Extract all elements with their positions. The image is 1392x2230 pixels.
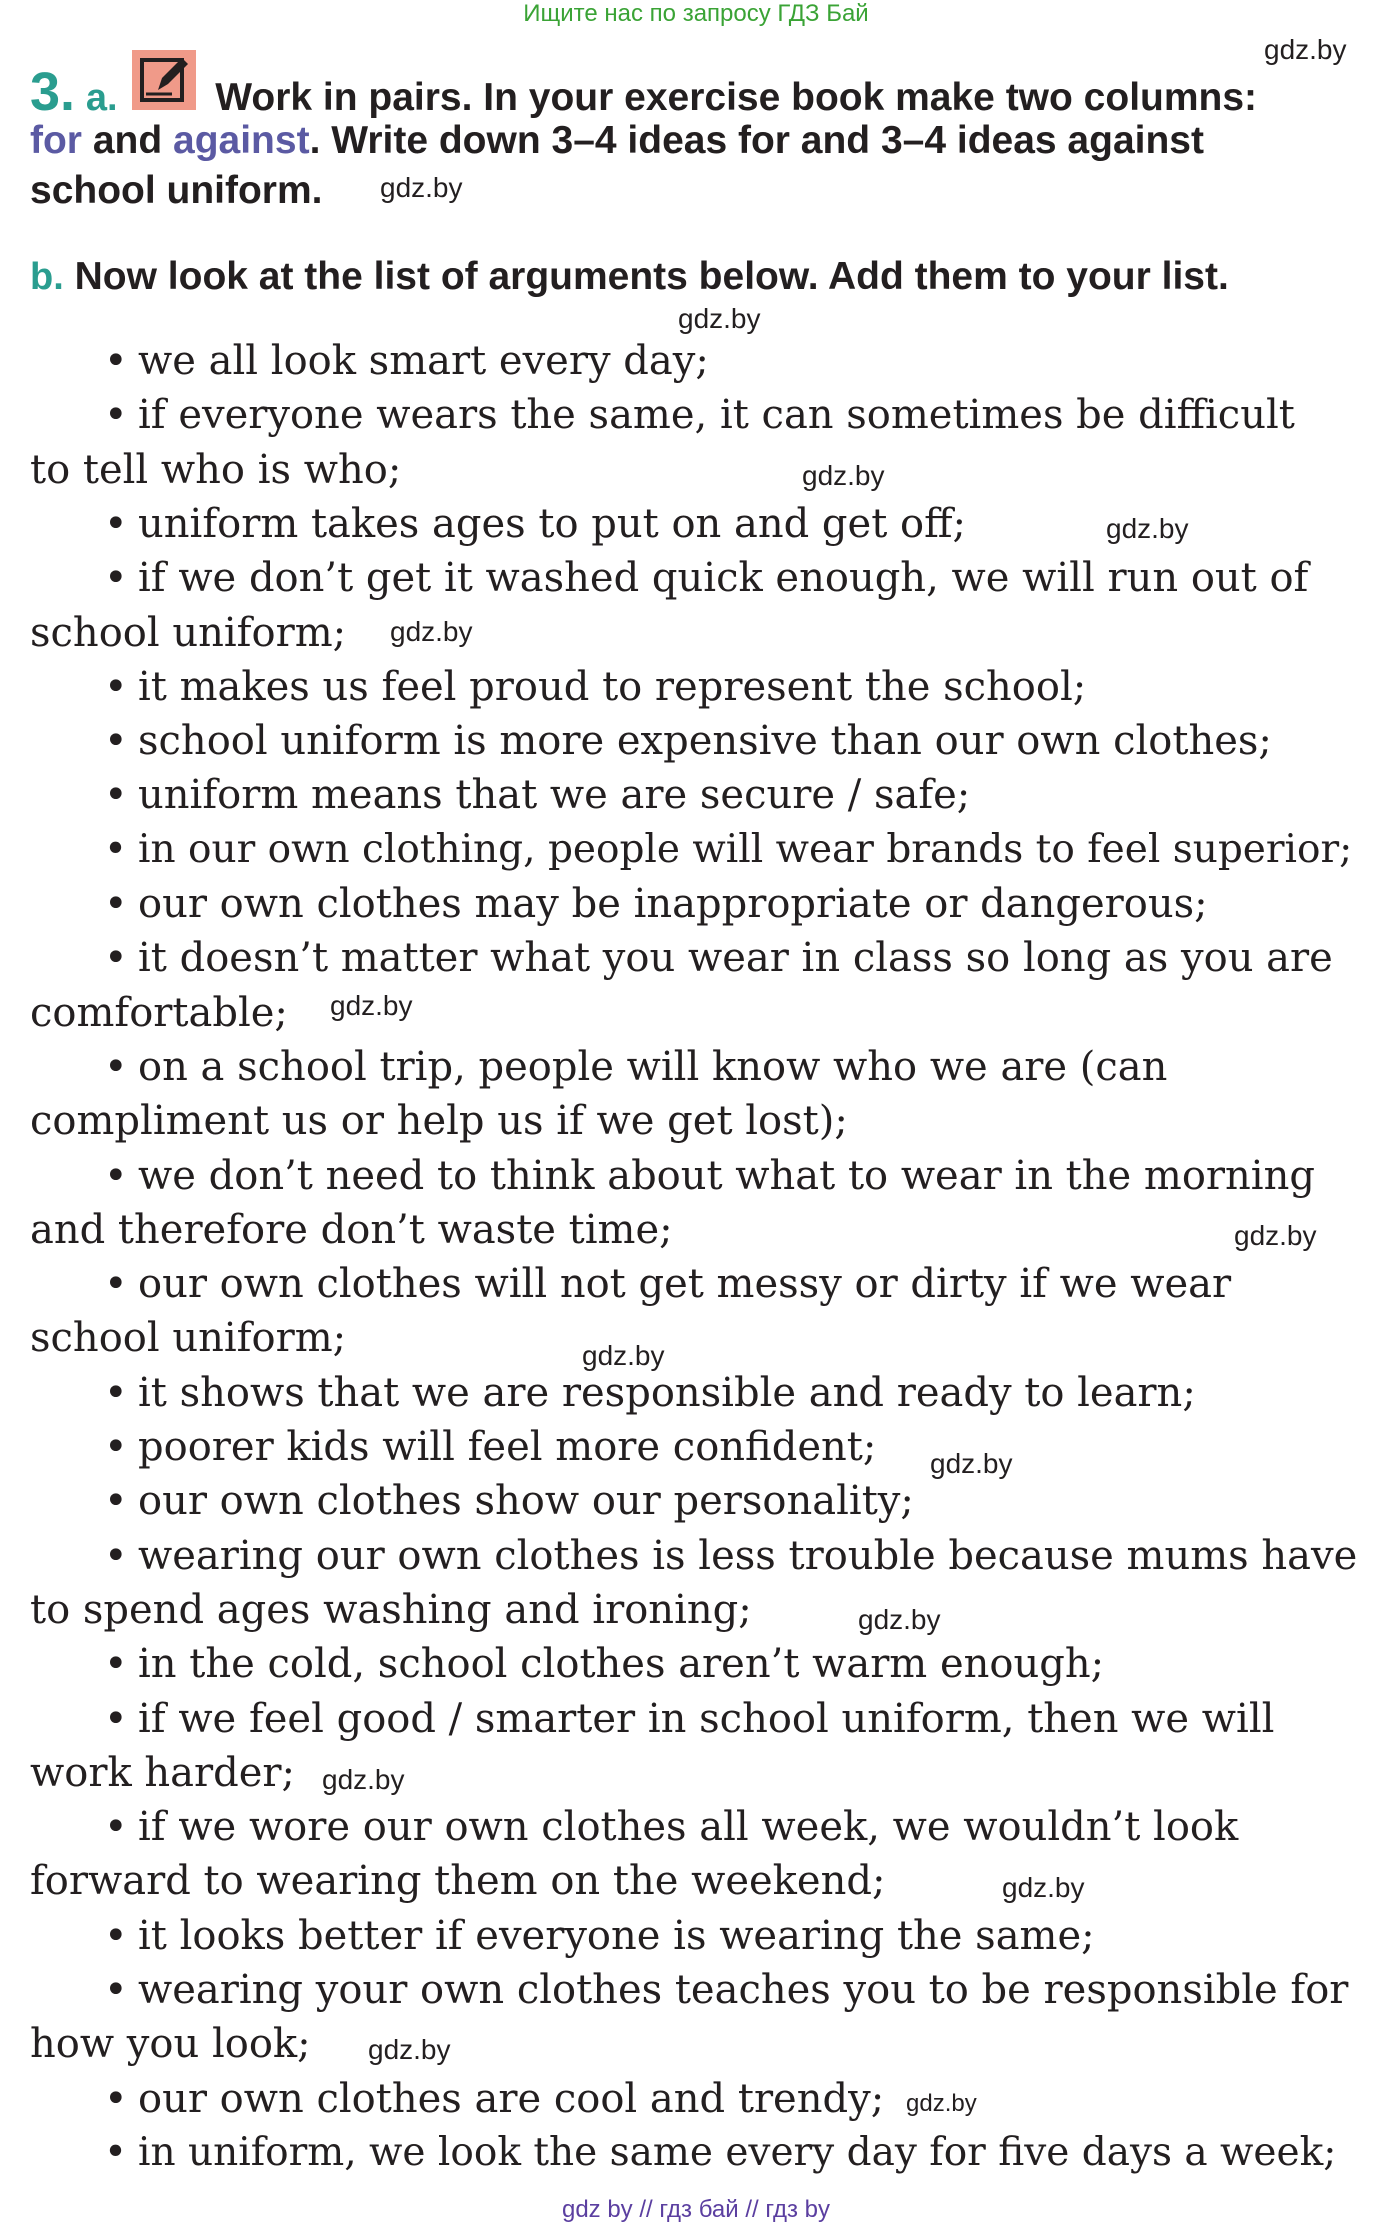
list-item-text: compliment us or help us if we get lost); bbox=[30, 1098, 848, 1145]
watermark: gdz.by bbox=[322, 1764, 405, 1795]
list-item-text: poorer kids will feel more confident; bbox=[138, 1424, 877, 1470]
part-a-letter: a. bbox=[85, 77, 118, 119]
list-item-text: our own clothes may be inappropriate or dangerous; bbox=[138, 881, 1208, 927]
watermark: gdz.by bbox=[368, 2034, 451, 2065]
bullet-icon: • bbox=[104, 1152, 128, 1199]
bullet-icon: • bbox=[104, 1478, 128, 1525]
bullet-icon: • bbox=[104, 1532, 128, 1579]
list-item bbox=[104, 2130, 1336, 2175]
list-item-text: school uniform; bbox=[30, 1315, 347, 1362]
list-item-text: forward to wearing them on the weekend; bbox=[30, 1858, 886, 1905]
list-item bbox=[104, 2076, 884, 2122]
task-part-a bbox=[30, 56, 1380, 123]
list-item bbox=[104, 1478, 914, 1524]
watermark: gdz.by bbox=[582, 1340, 665, 1371]
list-item-text: in the cold, school clothes aren’t warm enough; bbox=[138, 1641, 1105, 1688]
list-item-text: in uniform, we look the same every day for five days a week; bbox=[138, 2129, 1337, 2175]
list-item-text: it doesn’t matter what you wear in class so long as you are bbox=[138, 935, 1333, 982]
bullet-icon: • bbox=[104, 826, 128, 872]
list-item-text: on a school trip, people will know who we are (can bbox=[138, 1043, 1168, 1090]
footer-watermark: gdz by // гдз бай // гдз by bbox=[561, 2196, 831, 2223]
watermark: gdz.by bbox=[906, 2090, 977, 2117]
list-item bbox=[104, 718, 1272, 764]
and-text: and bbox=[82, 119, 174, 162]
task-part-b bbox=[30, 252, 1380, 302]
list-item-continuation bbox=[30, 1587, 752, 1633]
part-a-text2: . Write down 3–4 ideas for and 3–4 ideas against bbox=[309, 119, 1204, 162]
watermark: gdz.by bbox=[1106, 513, 1189, 544]
bullet-icon: • bbox=[104, 1043, 128, 1090]
pencil-icon bbox=[132, 50, 196, 110]
list-item-text: school uniform; bbox=[30, 609, 347, 656]
list-item-text: wearing our own clothes is less trouble because mums have bbox=[138, 1532, 1358, 1579]
list-item-text: work harder; bbox=[30, 1749, 295, 1796]
column-for: for bbox=[30, 119, 82, 162]
part-a-text1: Work in pairs. In your exercise book make two columns: bbox=[215, 76, 1258, 119]
list-item bbox=[104, 1153, 1315, 1199]
bullet-icon: • bbox=[104, 500, 128, 547]
list-item-text: we all look smart every day; bbox=[138, 338, 709, 384]
list-item-text: how you look; bbox=[30, 2021, 311, 2068]
list-item-continuation bbox=[30, 1315, 346, 1361]
list-item bbox=[104, 1261, 1231, 1307]
bullet-icon: • bbox=[104, 1695, 128, 1742]
list-item bbox=[104, 555, 1308, 601]
list-item-continuation bbox=[30, 610, 346, 656]
bullet-icon: • bbox=[104, 881, 128, 927]
bullet-icon: • bbox=[104, 2075, 128, 2122]
watermark: gdz.by bbox=[1002, 1872, 1085, 1903]
list-item bbox=[104, 772, 970, 818]
list-item bbox=[104, 1696, 1274, 1742]
part-b-letter: b. bbox=[30, 256, 64, 298]
watermark: gdz.by bbox=[678, 303, 761, 334]
part-a-text3: school uniform. bbox=[30, 169, 323, 212]
list-item-text: our own clothes show our personality; bbox=[138, 1478, 914, 1525]
list-item-text: school uniform is more expensive than our own clothes; bbox=[138, 718, 1272, 765]
list-item-text: we don’t need to think about what to wear in the morning bbox=[138, 1152, 1315, 1199]
bullet-icon: • bbox=[104, 772, 128, 819]
bullet-icon: • bbox=[104, 1912, 128, 1959]
list-item-text: it shows that we are responsible and ready to learn; bbox=[138, 1369, 1196, 1416]
list-item-continuation bbox=[30, 447, 401, 493]
list-item bbox=[104, 338, 709, 384]
task-number: 3. bbox=[30, 62, 76, 122]
list-item bbox=[104, 501, 966, 547]
watermark: gdz.by bbox=[330, 990, 413, 1021]
list-item-text: if we wore our own clothes all week, we wouldn’t look bbox=[138, 1804, 1239, 1851]
part-b-text: Now look at the list of arguments below. Add them to your list. bbox=[74, 255, 1229, 298]
watermark: gdz.by bbox=[380, 172, 463, 203]
bullet-icon: • bbox=[104, 1424, 128, 1470]
list-item bbox=[104, 1913, 1095, 1959]
watermark: gdz.by bbox=[1264, 34, 1347, 65]
watermark: gdz.by bbox=[390, 616, 473, 647]
list-item bbox=[104, 664, 1086, 710]
bullet-icon: • bbox=[104, 1967, 128, 2013]
list-item-continuation bbox=[30, 1207, 673, 1253]
list-item bbox=[104, 935, 1333, 981]
list-item bbox=[104, 1044, 1167, 1090]
bullet-icon: • bbox=[104, 392, 128, 439]
bullet-icon: • bbox=[104, 718, 128, 765]
bullet-icon: • bbox=[104, 1261, 128, 1308]
watermark: gdz.by bbox=[802, 460, 885, 491]
watermark: gdz.by bbox=[858, 1604, 941, 1635]
list-item bbox=[104, 392, 1295, 438]
task-part-a-line2 bbox=[30, 116, 1380, 166]
bullet-icon: • bbox=[104, 555, 128, 602]
header-watermark: Ищите нас по запросу ГДЗ Бай bbox=[523, 0, 869, 27]
list-item-continuation bbox=[30, 990, 288, 1036]
list-item-text: uniform means that we are secure / safe; bbox=[138, 772, 971, 819]
list-item-continuation bbox=[30, 1858, 885, 1904]
list-item-text: it makes us feel proud to represent the school; bbox=[138, 663, 1087, 710]
list-item bbox=[104, 1533, 1357, 1579]
list-item-text: our own clothes are cool and trendy; bbox=[138, 2075, 885, 2122]
list-item-text: wearing your own clothes teaches you to be responsible for bbox=[138, 1967, 1349, 2013]
bullet-icon: • bbox=[104, 935, 128, 982]
list-item-text: to spend ages washing and ironing; bbox=[30, 1586, 752, 1633]
bullet-icon: • bbox=[104, 1641, 128, 1688]
list-item-text: if we don’t get it washed quick enough, we will run out of bbox=[138, 555, 1309, 602]
list-item-text: in our own clothing, people will wear brands to feel superior; bbox=[138, 826, 1353, 872]
list-item bbox=[104, 1370, 1196, 1416]
bullet-icon: • bbox=[104, 663, 128, 710]
list-item-text: our own clothes will not get messy or dirty if we wear bbox=[138, 1261, 1232, 1308]
list-item-text: if we feel good / smarter in school uniform, then we will bbox=[138, 1695, 1275, 1742]
list-item bbox=[104, 881, 1208, 927]
list-item-text: to tell who is who; bbox=[30, 446, 402, 493]
bullet-icon: • bbox=[104, 338, 128, 384]
list-item-continuation bbox=[30, 1750, 295, 1796]
bullet-icon: • bbox=[104, 1804, 128, 1851]
list-item bbox=[104, 1424, 876, 1470]
watermark: gdz.by bbox=[1234, 1220, 1317, 1251]
list-item-continuation bbox=[30, 1098, 848, 1144]
watermark: gdz.by bbox=[930, 1448, 1013, 1479]
column-against: against bbox=[173, 119, 310, 162]
list-item-continuation bbox=[30, 2021, 311, 2067]
list-item bbox=[104, 1641, 1104, 1687]
list-item-text: it looks better if everyone is wearing the same; bbox=[138, 1912, 1095, 1959]
bullet-icon: • bbox=[104, 2129, 128, 2175]
list-item-text: and therefore don’t waste time; bbox=[30, 1206, 673, 1253]
bullet-icon: • bbox=[104, 1369, 128, 1416]
list-item-text: if everyone wears the same, it can sometimes be difficult bbox=[138, 392, 1295, 439]
list-item bbox=[104, 1804, 1238, 1850]
list-item bbox=[104, 1967, 1348, 2013]
list-item-text: uniform takes ages to put on and get off; bbox=[138, 500, 966, 547]
list-item-text: comfortable; bbox=[30, 989, 288, 1036]
list-item bbox=[104, 827, 1352, 872]
